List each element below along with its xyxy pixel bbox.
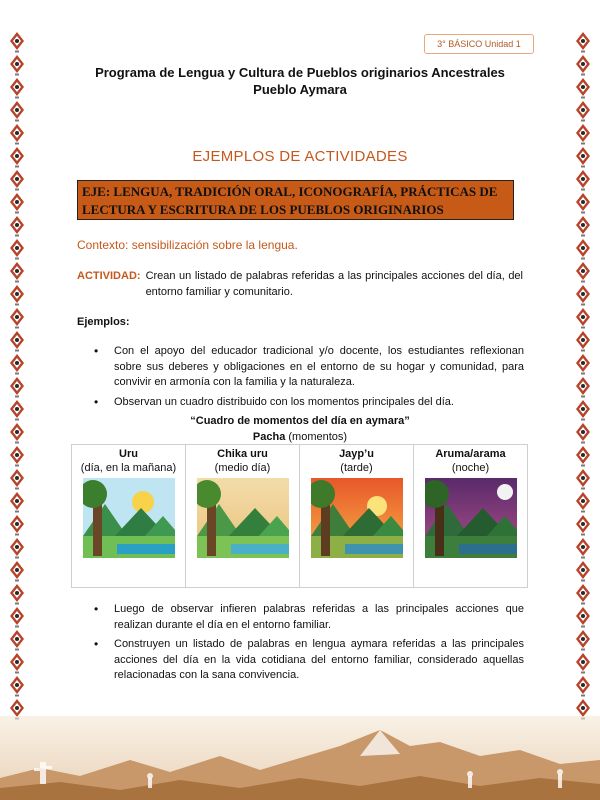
- moment-cell-uru: [72, 445, 186, 587]
- context-line: Contexto: sensibilización sobre la lengua.: [77, 238, 298, 252]
- eje-heading-box: EJE: LENGUA, TRADICIÓN ORAL, ICONOGRAFÍA, PRÁCTICAS DE LECTURA Y ESCRITURA DE LOS PUEBLOS ORIGINARIOS: [77, 180, 514, 220]
- moment-name: Chika uru: [217, 448, 268, 460]
- decorative-footer-landscape: [0, 716, 600, 800]
- morning-landscape-image: [83, 478, 175, 558]
- moment-name: Jayp’u: [339, 448, 374, 460]
- moment-desc: (día, en la mañana): [80, 462, 177, 474]
- examples-label: Ejemplos:: [77, 316, 130, 328]
- afternoon-landscape-image: [311, 478, 403, 558]
- night-landscape-image: [425, 478, 517, 558]
- decorative-border-right: [574, 30, 592, 720]
- program-title: Programa de Lengua y Cultura de Pueblos originarios Ancestrales: [95, 65, 505, 80]
- section-title: EJEMPLOS DE ACTIVIDADES: [192, 148, 408, 165]
- activity-block: [77, 268, 523, 300]
- list-item: • Con el apoyo del educador tradicional y/o docente, los estudiantes reflexionan sobre sus deberes y obligaciones en el entorno de su hogar y comunidad, para convivir en armonía con la familia y la naturaleza.: [94, 344, 524, 391]
- examples-list-top: [94, 344, 524, 414]
- moments-table: [71, 444, 528, 588]
- list-item: • Construyen un listado de palabras en lengua aymara referidas a las principales acciones del día en la vida cotidiana del entorno familiar, considerado aquellas relacionadas con la sana convivencia.: [94, 637, 524, 684]
- table-subtitle-rest: (momentos): [285, 431, 348, 443]
- examples-list-bottom: [94, 602, 524, 688]
- moment-cell-chika-uru: [186, 445, 300, 587]
- table-title: “Cuadro de momentos del día en aymara”: [190, 415, 410, 427]
- table-subtitle-bold: Pacha: [252, 431, 286, 443]
- moment-cell-aruma: [414, 445, 527, 587]
- midday-landscape-image: [197, 478, 289, 558]
- activity-label: ACTIVIDAD:: [77, 270, 141, 282]
- moment-desc: (noche): [451, 462, 490, 474]
- moment-desc: (medio día): [214, 462, 271, 474]
- moment-name: Uru: [119, 448, 138, 460]
- decorative-border-left: [8, 30, 26, 720]
- moment-name: Aruma/arama: [435, 448, 506, 460]
- program-header: [0, 64, 600, 98]
- moment-cell-jaypu: [300, 445, 414, 587]
- activity-text: Crean un listado de palabras referidas a las principales acciones del día, del entorno familiar y comunitario.: [145, 270, 523, 298]
- table-subtitle: [0, 430, 600, 445]
- list-item: • Luego de observar infieren palabras referidas a las principales acciones que realizan durante el día en el entorno familiar.: [94, 602, 524, 633]
- people-title: Pueblo Aymara: [253, 82, 347, 97]
- moment-desc: (tarde): [340, 462, 373, 474]
- list-item: • Observan un cuadro distribuido con los momentos principales del día.: [94, 395, 524, 411]
- grade-unit-badge: 3° BÁSICO Unidad 1: [424, 34, 534, 54]
